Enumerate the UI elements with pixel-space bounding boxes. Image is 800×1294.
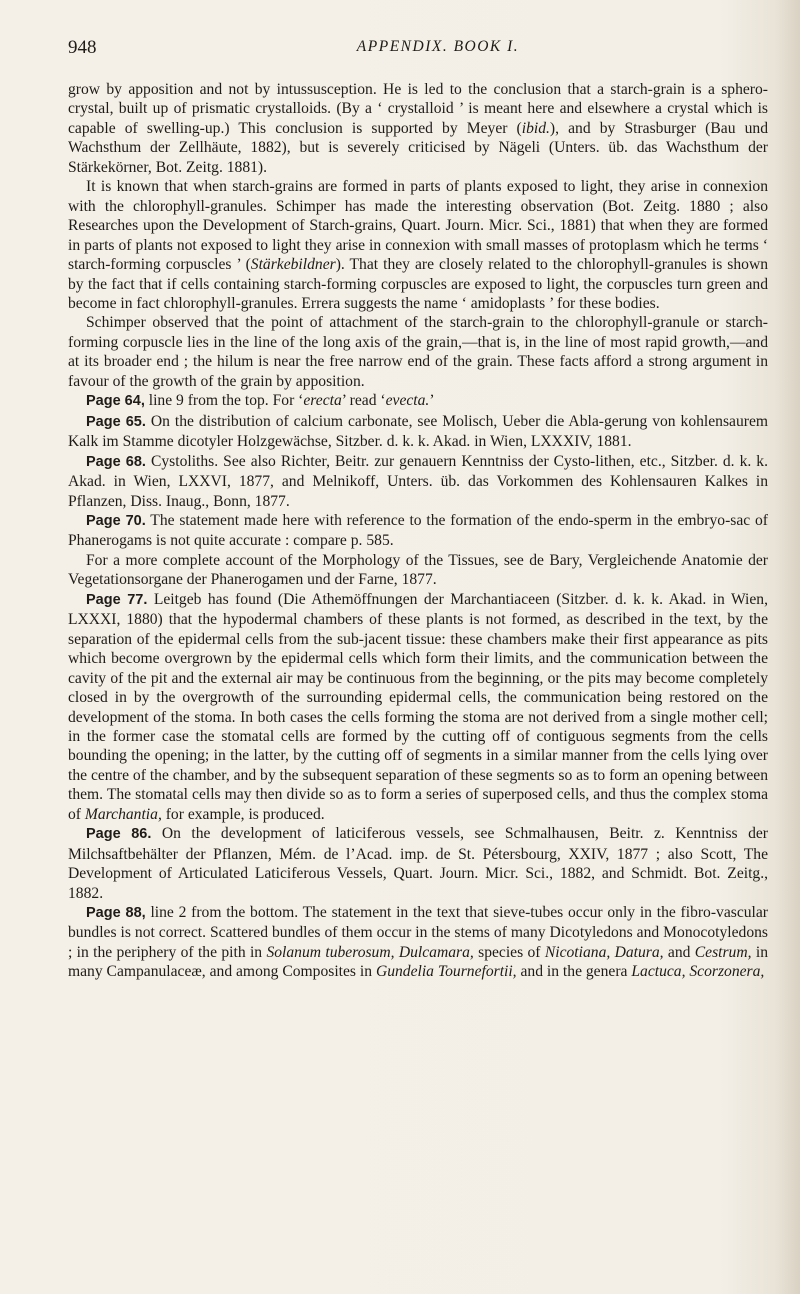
paragraph-page-77: Page 77. Leitgeb has found (Die Athemöffnungen der Marchantiaceen (Sitzber. d. k. k. Akad. in Wien, LXXXI, 1880) that the hypodermal chambers of these plants is not formed, as described in the text, by the separation of the epidermal cells from the sub-jacent tissue: these chambers make their first appearance as pits which become overgrown by the epidermal cells which form their limits, and the communication between the cavity of the pit and the external air may be continuous from the beginning, or the pits may become completely closed in by the overgrowth of the surrounding epidermal cells, the communication being restored on the development of the stoma. In both cases the cells forming the stoma are not derived from a single mother cell; in the former case the stomatal cells are formed by the cutting off of contiguous segments from the cells bounding the opening; in the latter, by the cutting off of segments in a similar manner from the cells lying over the centre of the chamber, and by the subsequent separation of these segments so as to form an opening between them. The stomatal cells may then divide so as to form a series of superposed cells, and thus the complex stoma of Marchantia, for example, is produced. bbox=[68, 590, 769, 823]
running-head: APPENDIX. BOOK I. bbox=[356, 38, 520, 55]
paragraph-page-70: Page 70. The statement made here with reference to the formation of the endo-sperm in the embryo-sac of Phanerogams is not quite accurate : compare p. 585. bbox=[68, 511, 768, 550]
page-number: 948 bbox=[68, 37, 97, 58]
page-reference: Page 68. bbox=[86, 453, 146, 470]
paragraph: Schimper observed that the point of attachment of the starch-grain to the chlorophyll-granule or starch-forming corpuscle lies in the line of the long axis of the grain,—that is, in the line of most rapid growth,—and at its broader end ; the hilum is near the free narrow end of the grain. These facts afford a strong argument in favour of the growth of the grain by apposition. bbox=[68, 314, 768, 390]
page-reference: Page 64, bbox=[86, 393, 145, 410]
page-reference: Page 86. bbox=[86, 826, 152, 843]
paragraph-page-68: Page 68. Cystoliths. See also Richter, Beitr. zur genauern Kenntniss der Cysto-lithen, etc., Sitzber. d. k. k. Akad. in Wien, LXXVI, 1877, and Melnikoff, Unters. üb. das Vorkommen des Kohlensauren Kalkes in Pflanzen, Diss. Inaug., Bonn, 1877. bbox=[68, 452, 769, 510]
paragraph-page-64: Page 64, line 9 from the top. For ‘erecta’ read ‘evecta.’ bbox=[86, 392, 435, 410]
page-reference: Page 65. bbox=[86, 413, 146, 430]
page-header bbox=[68, 37, 768, 63]
paragraph: It is known that when starch-grains are formed in parts of plants exposed to light, they arise in connexion with the chlorophyll-granules. Schimper has made the interesting observation (Bot. Zeitg. 1880 ; also Researches upon the Development of Starch-grains, Quart. Journ. Micr. Sci., 1881) that when they are formed in parts of plants not exposed to light they arise in connexion with small masses of protoplasm which he terms ‘ starch-forming corpuscles ’ (Stärkebildner). That they are closely related to the chlorophyll-granules is shown by the fact that if cells containing starch-forming corpuscles are exposed to light, the corpuscles turn green and become in fact chlorophyll-granules. Errera suggests the name ‘ amidoplasts ’ for these bodies. bbox=[68, 178, 769, 312]
paragraph: For a more complete account of the Morphology of the Tissues, see de Bary, Vergleichende Anatomie der Vegetationsorgane der Phanerogamen und der Farne, 1877. bbox=[68, 551, 768, 589]
body-text bbox=[68, 80, 768, 982]
paragraph-page-88: Page 88, line 2 from the bottom. The statement in the text that sieve-tubes occur only in the fibro-vascular bundles is not correct. Scattered bundles of them occur in the stems of many Dicotyledons and Monocotyledons ; in the periphery of the pith in Solanum tuberosum, Dulcamara, species of Nicotiana, Datura, and Cestrum, in many Campanulaceæ, and among Composites in Gundelia Tournefortii, and in the genera Lactuca, Scorzonera, bbox=[68, 904, 768, 981]
paragraph-page-86: Page 86. On the development of laticiferous vessels, see Schmalhausen, Beitr. z. Kenntniss der Milchsaftbehälter der Pflanzen, Mém. de l’Acad. imp. de St. Pétersbourg, XXIV, 1877 ; also Scott, The Development of Articulated Laticiferous Vessels, Quart. Journ. Micr. Sci., 1882, and Schmidt. Bot. Zeitg., 1882. bbox=[68, 825, 768, 902]
page-reference: Page 88, bbox=[86, 905, 146, 922]
page-reference: Page 77. bbox=[86, 591, 148, 608]
paragraph-page-65: Page 65. On the distribution of calcium carbonate, see Molisch, Ueber die Abla-gerung von kohlensaurem Kalk im Stamme dicotyler Holzgewächse, Sitzber. d. k. k. Akad. in Wien, LXXXIV, 1881. bbox=[68, 412, 769, 451]
paragraph: grow by apposition and not by intussusception. He is led to the conclusion that a starch-grain is a sphero-crystal, built up of prismatic crystalloids. (By a ‘ crystalloid ’ is meant here and elsewhere a crystal which is capable of swelling-up.) This conclusion is supported by Meyer (ibid.), and by Strasburger (Bau und Wachsthum der Zellhäute, 1882), but is severely criticised by Nägeli (Unters. üb. das Wachsthum der Stärkekörner, Bot. Zeitg. 1881). bbox=[68, 81, 769, 176]
page-reference: Page 70. bbox=[86, 512, 146, 529]
